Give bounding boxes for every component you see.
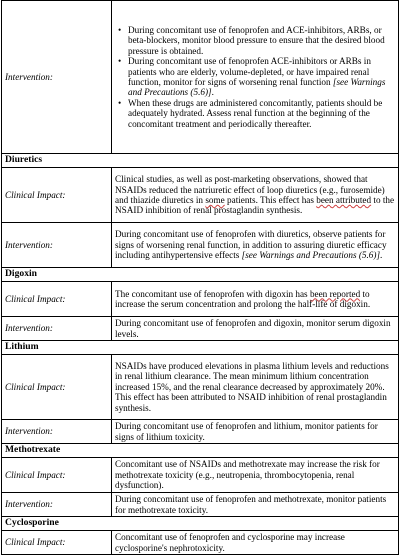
row-content <box>112 168 399 223</box>
row-label: Clinical Impact: <box>2 355 112 420</box>
table-row <box>2 355 399 420</box>
section-header-row <box>2 341 399 355</box>
table-row <box>2 493 399 517</box>
section-header-row <box>2 444 399 458</box>
bullet-text: When these drugs are administered concomitantly, patients should be adequately hydrated. Assess renal function at the beginning of the concomitant treatment and periodically thereafter. <box>128 97 383 129</box>
table-row <box>2 282 399 317</box>
intervention-bullet-list <box>115 25 395 129</box>
table-row <box>2 531 399 555</box>
row-content: During concomitant use of fenoprofen and lithium, monitor patients for signs of lithium toxicity. <box>112 420 399 444</box>
clinical-text: to the NSAID inhibition of renal prostaglandin synthesis. <box>115 195 395 216</box>
row-label: Intervention: <box>2 317 112 341</box>
section-header-row <box>2 517 399 531</box>
section-heading-diuretics: Diuretics <box>2 154 399 168</box>
bullet-text: During concomitant use of fenoprofen ACE-inhibitors or ARBs in patients who are elderly, volume-depleted, or have impaired renal function, monitor for signs of worsening renal function <box>128 56 371 87</box>
section-heading-digoxin: Digoxin <box>2 268 399 282</box>
section-header-row <box>2 154 399 168</box>
row-label: Clinical Impact: <box>2 282 112 317</box>
row-label: Intervention: <box>2 1 112 154</box>
bullet-text: During concomitant use of fenoprofen and ACE-inhibitors, ARBs, or beta-blockers, monitor blood pressure to ensure that the desired blood pressure is obtained. <box>128 24 385 56</box>
row-label: Clinical Impact: <box>2 168 112 223</box>
intervention-text: During concomitant use of fenoprofen with diuretics, observe patients for signs of worsening renal function, in addition to assuring diuretic efficacy including antihypertensive effects <box>115 229 387 261</box>
row-content <box>112 223 399 268</box>
section-heading-lithium: Lithium <box>2 341 399 355</box>
row-label: Intervention: <box>2 420 112 444</box>
clinical-text-flagged: some <box>205 195 225 205</box>
drug-interactions-table <box>1 0 399 555</box>
clinical-text-flagged: been reported <box>309 288 361 299</box>
row-content: During concomitant use of fenoprofen and digoxin, monitor serum digoxin levels. <box>112 317 399 341</box>
warnings-reference: [see Warnings and Precautions (5.6)] <box>241 250 381 261</box>
row-content: NSAIDs have produced elevations in plasma lithium levels and reductions in renal lithium clearance. The mean minimum lithium concentration increased 15%, and the renal clearance decreased by approximately 20%. This effect has been attributed to NSAID inhibition of renal prostaglandin synthesis. <box>112 355 399 420</box>
row-label: Clinical Impact: <box>2 531 112 555</box>
section-heading-methotrexate: Methotrexate <box>2 444 399 458</box>
table-row <box>2 223 399 268</box>
row-content: Concomitant use of fenoprofen and cyclosporine may increase cyclosporine's nephrotoxicity. <box>112 531 399 555</box>
table-row <box>2 317 399 341</box>
clinical-text: The concomitant use of fenoprofen with digoxin has <box>115 288 310 299</box>
table-row <box>2 420 399 444</box>
clinical-text: to increase the serum concentration and prolong the half-life of digoxin. <box>115 288 371 309</box>
intervention-tail: . <box>380 250 383 261</box>
list-item <box>128 98 395 129</box>
row-label: Clinical Impact: <box>2 458 112 493</box>
clinical-text: Clinical studies, as well as post-marketing observations, showed that NSAIDs reduced the natriuretic effect of loop diuretics (e.g., furosemide) and thiazide diuretics in <box>115 174 385 205</box>
section-heading-cyclosporine: Cyclosporine <box>2 517 399 531</box>
section-header-row <box>2 268 399 282</box>
list-item <box>128 25 395 56</box>
table-row <box>2 458 399 493</box>
table-row <box>2 168 399 223</box>
warnings-reference: [see Warnings and Precautions (5.6)] <box>128 77 386 98</box>
bullet-tail: . <box>211 87 214 98</box>
table-row <box>2 1 399 154</box>
row-content <box>112 282 399 317</box>
row-content <box>112 1 399 154</box>
row-content: During concomitant use of fenoprofen and methotrexate, monitor patients for methotrexate toxicity. <box>112 493 399 517</box>
row-label: Intervention: <box>2 223 112 268</box>
clinical-text: patients. This effect has <box>224 195 317 205</box>
row-label: Intervention: <box>2 493 112 517</box>
drug-interactions-table-page <box>1 0 399 555</box>
clinical-text-flagged: been attributed <box>316 195 372 205</box>
list-item <box>128 56 395 98</box>
row-content: Concomitant use of NSAIDs and methotrexate may increase the risk for methotrexate toxicity (e.g., neutropenia, thrombocytopenia, renal dysfunction). <box>112 458 399 493</box>
